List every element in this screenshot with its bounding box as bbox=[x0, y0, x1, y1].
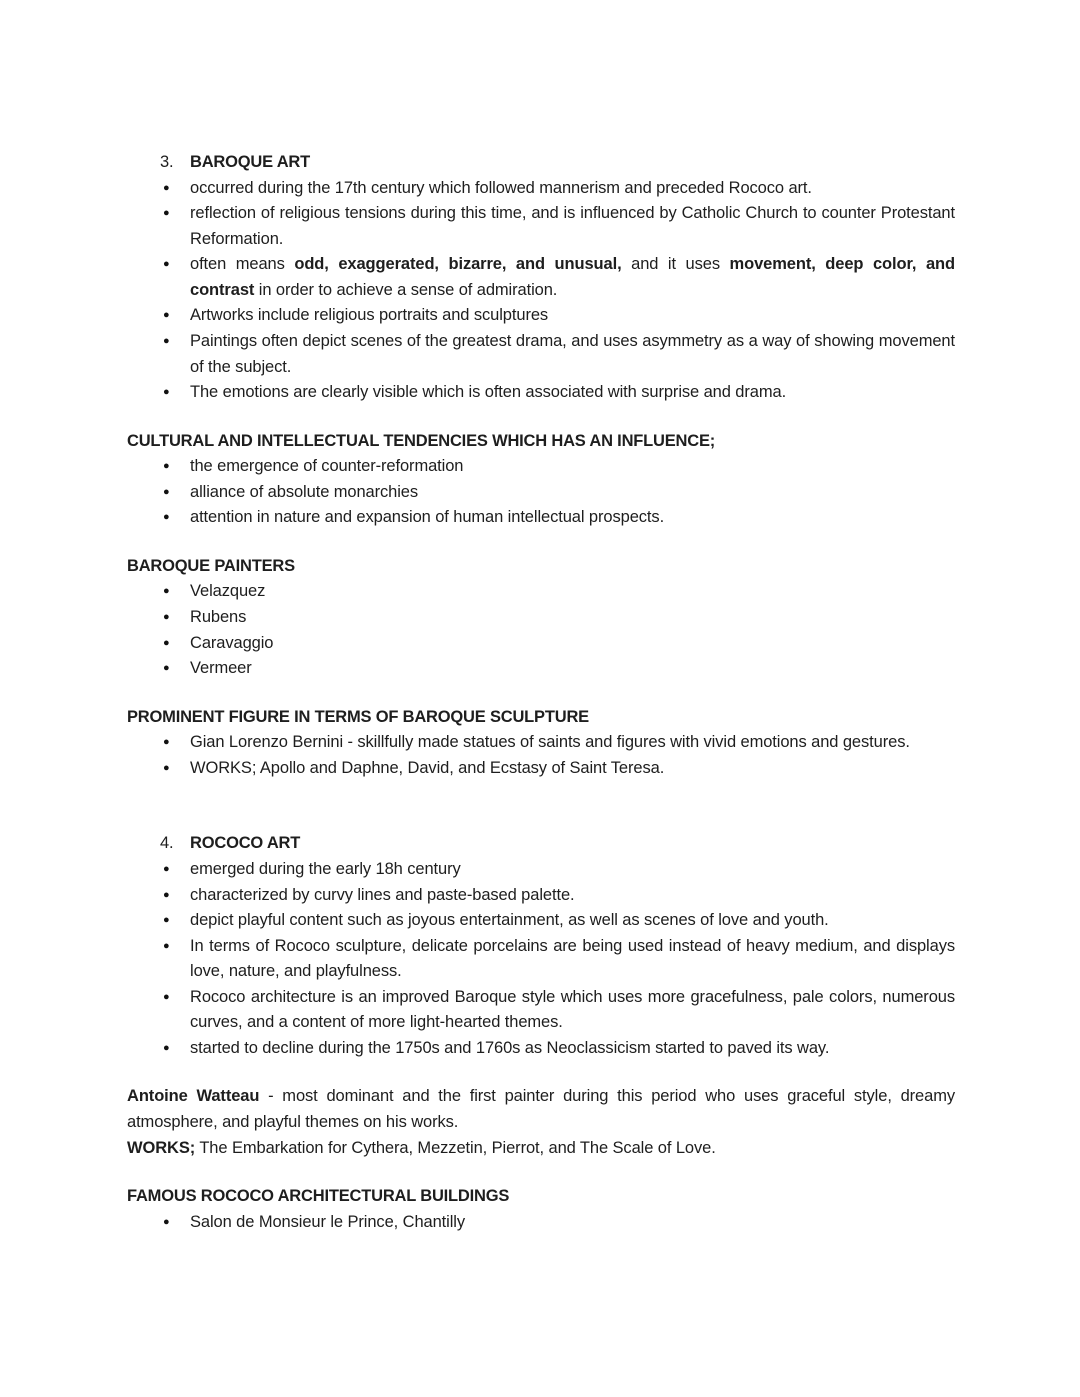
bullet-text bbox=[190, 605, 955, 631]
text-segment: often means bbox=[190, 255, 295, 274]
heading-title: BAROQUE ART bbox=[190, 153, 311, 171]
bullet-item bbox=[127, 908, 955, 934]
bullet-icon: ● bbox=[163, 511, 170, 524]
bullet-text bbox=[190, 857, 955, 883]
bullet-item bbox=[127, 756, 955, 782]
bullet-icon: ● bbox=[163, 888, 170, 901]
bullet-icon: ● bbox=[163, 662, 170, 675]
bullet-text bbox=[190, 656, 955, 682]
bullet-icon: ● bbox=[163, 1041, 170, 1054]
bullet-text bbox=[190, 985, 955, 1036]
bullet-icon: ● bbox=[163, 939, 170, 952]
bullet-text bbox=[190, 201, 955, 252]
bullet-item bbox=[127, 454, 955, 480]
bullet-item bbox=[127, 656, 955, 682]
text-segment: started to decline during the 1750s and 1760s as Neoclassicism started to paved its way. bbox=[190, 1038, 830, 1057]
bullet-item bbox=[127, 857, 955, 883]
bullet-item bbox=[127, 252, 955, 303]
bullet-icon: ● bbox=[163, 585, 170, 598]
bullet-item bbox=[127, 201, 955, 252]
text-segment: reflection of religious tensions during this time, and is influenced by Catholic Church to counter Protestant Reformation. bbox=[190, 204, 955, 248]
bullet-text bbox=[190, 756, 955, 782]
bullet-icon: ● bbox=[163, 207, 170, 220]
bullet-item bbox=[127, 934, 955, 985]
bullet-item bbox=[127, 329, 955, 380]
text-segment: Artworks include religious portraits and sculptures bbox=[190, 306, 549, 325]
text-segment: The Embarkation for Cythera, Mezzetin, Pierrot, and The Scale of Love. bbox=[195, 1138, 716, 1157]
text-segment: Rococo architecture is an improved Baroque style which uses more gracefulness, pale colors, numerous curves, and a content of more light-hearted themes. bbox=[190, 987, 955, 1032]
bullet-text bbox=[190, 505, 955, 531]
text-segment-bold: movement, deep color, and contrast bbox=[190, 255, 955, 299]
bullet-text bbox=[190, 454, 955, 480]
document-content bbox=[127, 150, 955, 1235]
section-rococo-buildings bbox=[127, 1184, 955, 1235]
text-segment: characterized by curvy lines and paste-based palette. bbox=[190, 885, 575, 904]
section-heading bbox=[127, 831, 955, 857]
bullet-text bbox=[190, 934, 955, 985]
text-segment: Paintings often depict scenes of the greatest drama, and uses asymmetry as a way of showing movement of the subject. bbox=[190, 331, 955, 376]
text-segment-bold: odd, exaggerated, bizarre, and unusual, bbox=[294, 255, 622, 274]
text-segment: Vermeer bbox=[190, 659, 252, 678]
section-heading bbox=[127, 429, 955, 455]
bullet-text bbox=[190, 908, 955, 934]
text-segment: Rubens bbox=[190, 608, 247, 626]
text-segment: Gian Lorenzo Bernini - skillfully made statues of saints and figures with vivid emotions and gestures. bbox=[190, 733, 910, 752]
bullet-text bbox=[190, 380, 955, 406]
bullet-icon: ● bbox=[163, 914, 170, 927]
heading-title: CULTURAL AND INTELLECTUAL TENDENCIES WHICH HAS AN INFLUENCE; bbox=[127, 431, 716, 450]
heading-title: FAMOUS ROCOCO ARCHITECTURAL BUILDINGS bbox=[127, 1187, 510, 1206]
text-segment-bold: Antoine Watteau bbox=[127, 1087, 260, 1106]
bullet-text bbox=[190, 631, 955, 657]
bullet-icon: ● bbox=[163, 386, 170, 399]
text-segment: and it uses bbox=[621, 255, 730, 274]
text-segment: Salon de Monsieur le Prince, Chantilly bbox=[190, 1212, 466, 1231]
heading-number: 3. bbox=[160, 153, 174, 171]
text-segment: attention in nature and expansion of human intellectual prospects. bbox=[190, 508, 665, 527]
bullet-item bbox=[127, 730, 955, 756]
section-cultural-tendencies bbox=[127, 429, 955, 531]
bullet-icon: ● bbox=[163, 990, 170, 1003]
heading-number: 4. bbox=[160, 834, 174, 853]
bullet-item bbox=[127, 176, 955, 202]
text-segment: The emotions are clearly visible which is often associated with surprise and drama. bbox=[190, 383, 787, 402]
bullet-icon: ● bbox=[163, 181, 170, 194]
bullet-text bbox=[190, 1210, 955, 1236]
bullet-text bbox=[190, 579, 955, 605]
text-segment: emerged during the early 18h century bbox=[190, 859, 461, 878]
bullet-item bbox=[127, 579, 955, 605]
bullet-icon: ● bbox=[163, 761, 170, 774]
bullet-item bbox=[127, 985, 955, 1036]
bullet-icon: ● bbox=[163, 460, 170, 473]
text-segment: - most dominant and the first painter during this period who uses graceful style, dreamy atmosphere, and playful themes on his works. bbox=[127, 1087, 956, 1131]
text-segment: In terms of Rococo sculpture, delicate porcelains are being used instead of heavy medium, and displays love, nature, and playfulness. bbox=[190, 936, 955, 981]
text-segment: occurred during the 17th century which followed mannerism and preceded Rococo art. bbox=[190, 178, 812, 197]
bullet-text bbox=[190, 730, 955, 756]
bullet-icon: ● bbox=[163, 334, 170, 347]
bullet-text bbox=[190, 480, 955, 506]
bullet-item bbox=[127, 303, 955, 329]
heading-title: BAROQUE PAINTERS bbox=[127, 556, 295, 575]
bullet-text bbox=[190, 176, 955, 202]
section-baroque-sculpture-figure bbox=[127, 705, 955, 782]
bullet-item bbox=[127, 605, 955, 631]
bullet-icon: ● bbox=[163, 258, 170, 271]
bullet-text bbox=[190, 329, 955, 380]
paragraph bbox=[127, 1084, 955, 1135]
bullet-icon: ● bbox=[163, 636, 170, 649]
bullet-text bbox=[190, 1036, 955, 1062]
section-heading bbox=[127, 1184, 955, 1210]
text-segment: Velazquez bbox=[190, 582, 266, 601]
bullet-item bbox=[127, 1210, 955, 1236]
bullet-text bbox=[190, 883, 955, 909]
paragraph bbox=[127, 1136, 955, 1162]
bullet-text bbox=[190, 252, 955, 303]
text-segment: WORKS; Apollo and Daphne, David, and Ecstasy of Saint Teresa. bbox=[190, 758, 665, 777]
section-heading bbox=[127, 705, 955, 731]
heading-title: ROCOCO ART bbox=[190, 834, 301, 853]
text-segment: depict playful content such as joyous entertainment, as well as scenes of love and youth. bbox=[190, 911, 829, 930]
section-heading bbox=[127, 554, 955, 580]
section-rococo-art bbox=[127, 831, 955, 1061]
text-segment: the emergence of counter-reformation bbox=[190, 457, 464, 476]
bullet-item bbox=[127, 480, 955, 506]
bullet-icon: ● bbox=[163, 611, 170, 623]
heading-title: PROMINENT FIGURE IN TERMS OF BAROQUE SCULPTURE bbox=[127, 707, 589, 726]
bullet-item bbox=[127, 380, 955, 406]
text-segment: in order to achieve a sense of admiration. bbox=[254, 280, 558, 299]
bullet-item bbox=[127, 505, 955, 531]
bullet-item bbox=[127, 1036, 955, 1062]
text-segment-bold: WORKS; bbox=[127, 1138, 196, 1157]
bullet-icon: ● bbox=[163, 1215, 170, 1228]
bullet-item bbox=[127, 631, 955, 657]
bullet-icon: ● bbox=[163, 862, 170, 875]
bullet-item bbox=[127, 883, 955, 909]
section-baroque-painters bbox=[127, 554, 955, 682]
section-heading bbox=[127, 150, 955, 176]
bullet-icon: ● bbox=[163, 736, 170, 749]
bullet-text bbox=[190, 303, 955, 329]
text-segment: Caravaggio bbox=[190, 633, 274, 652]
bullet-icon: ● bbox=[163, 485, 170, 498]
text-segment: alliance of absolute monarchies bbox=[190, 482, 419, 501]
section-antoine-watteau bbox=[127, 1084, 955, 1161]
bullet-icon: ● bbox=[163, 309, 170, 322]
section-baroque-art bbox=[127, 150, 955, 406]
